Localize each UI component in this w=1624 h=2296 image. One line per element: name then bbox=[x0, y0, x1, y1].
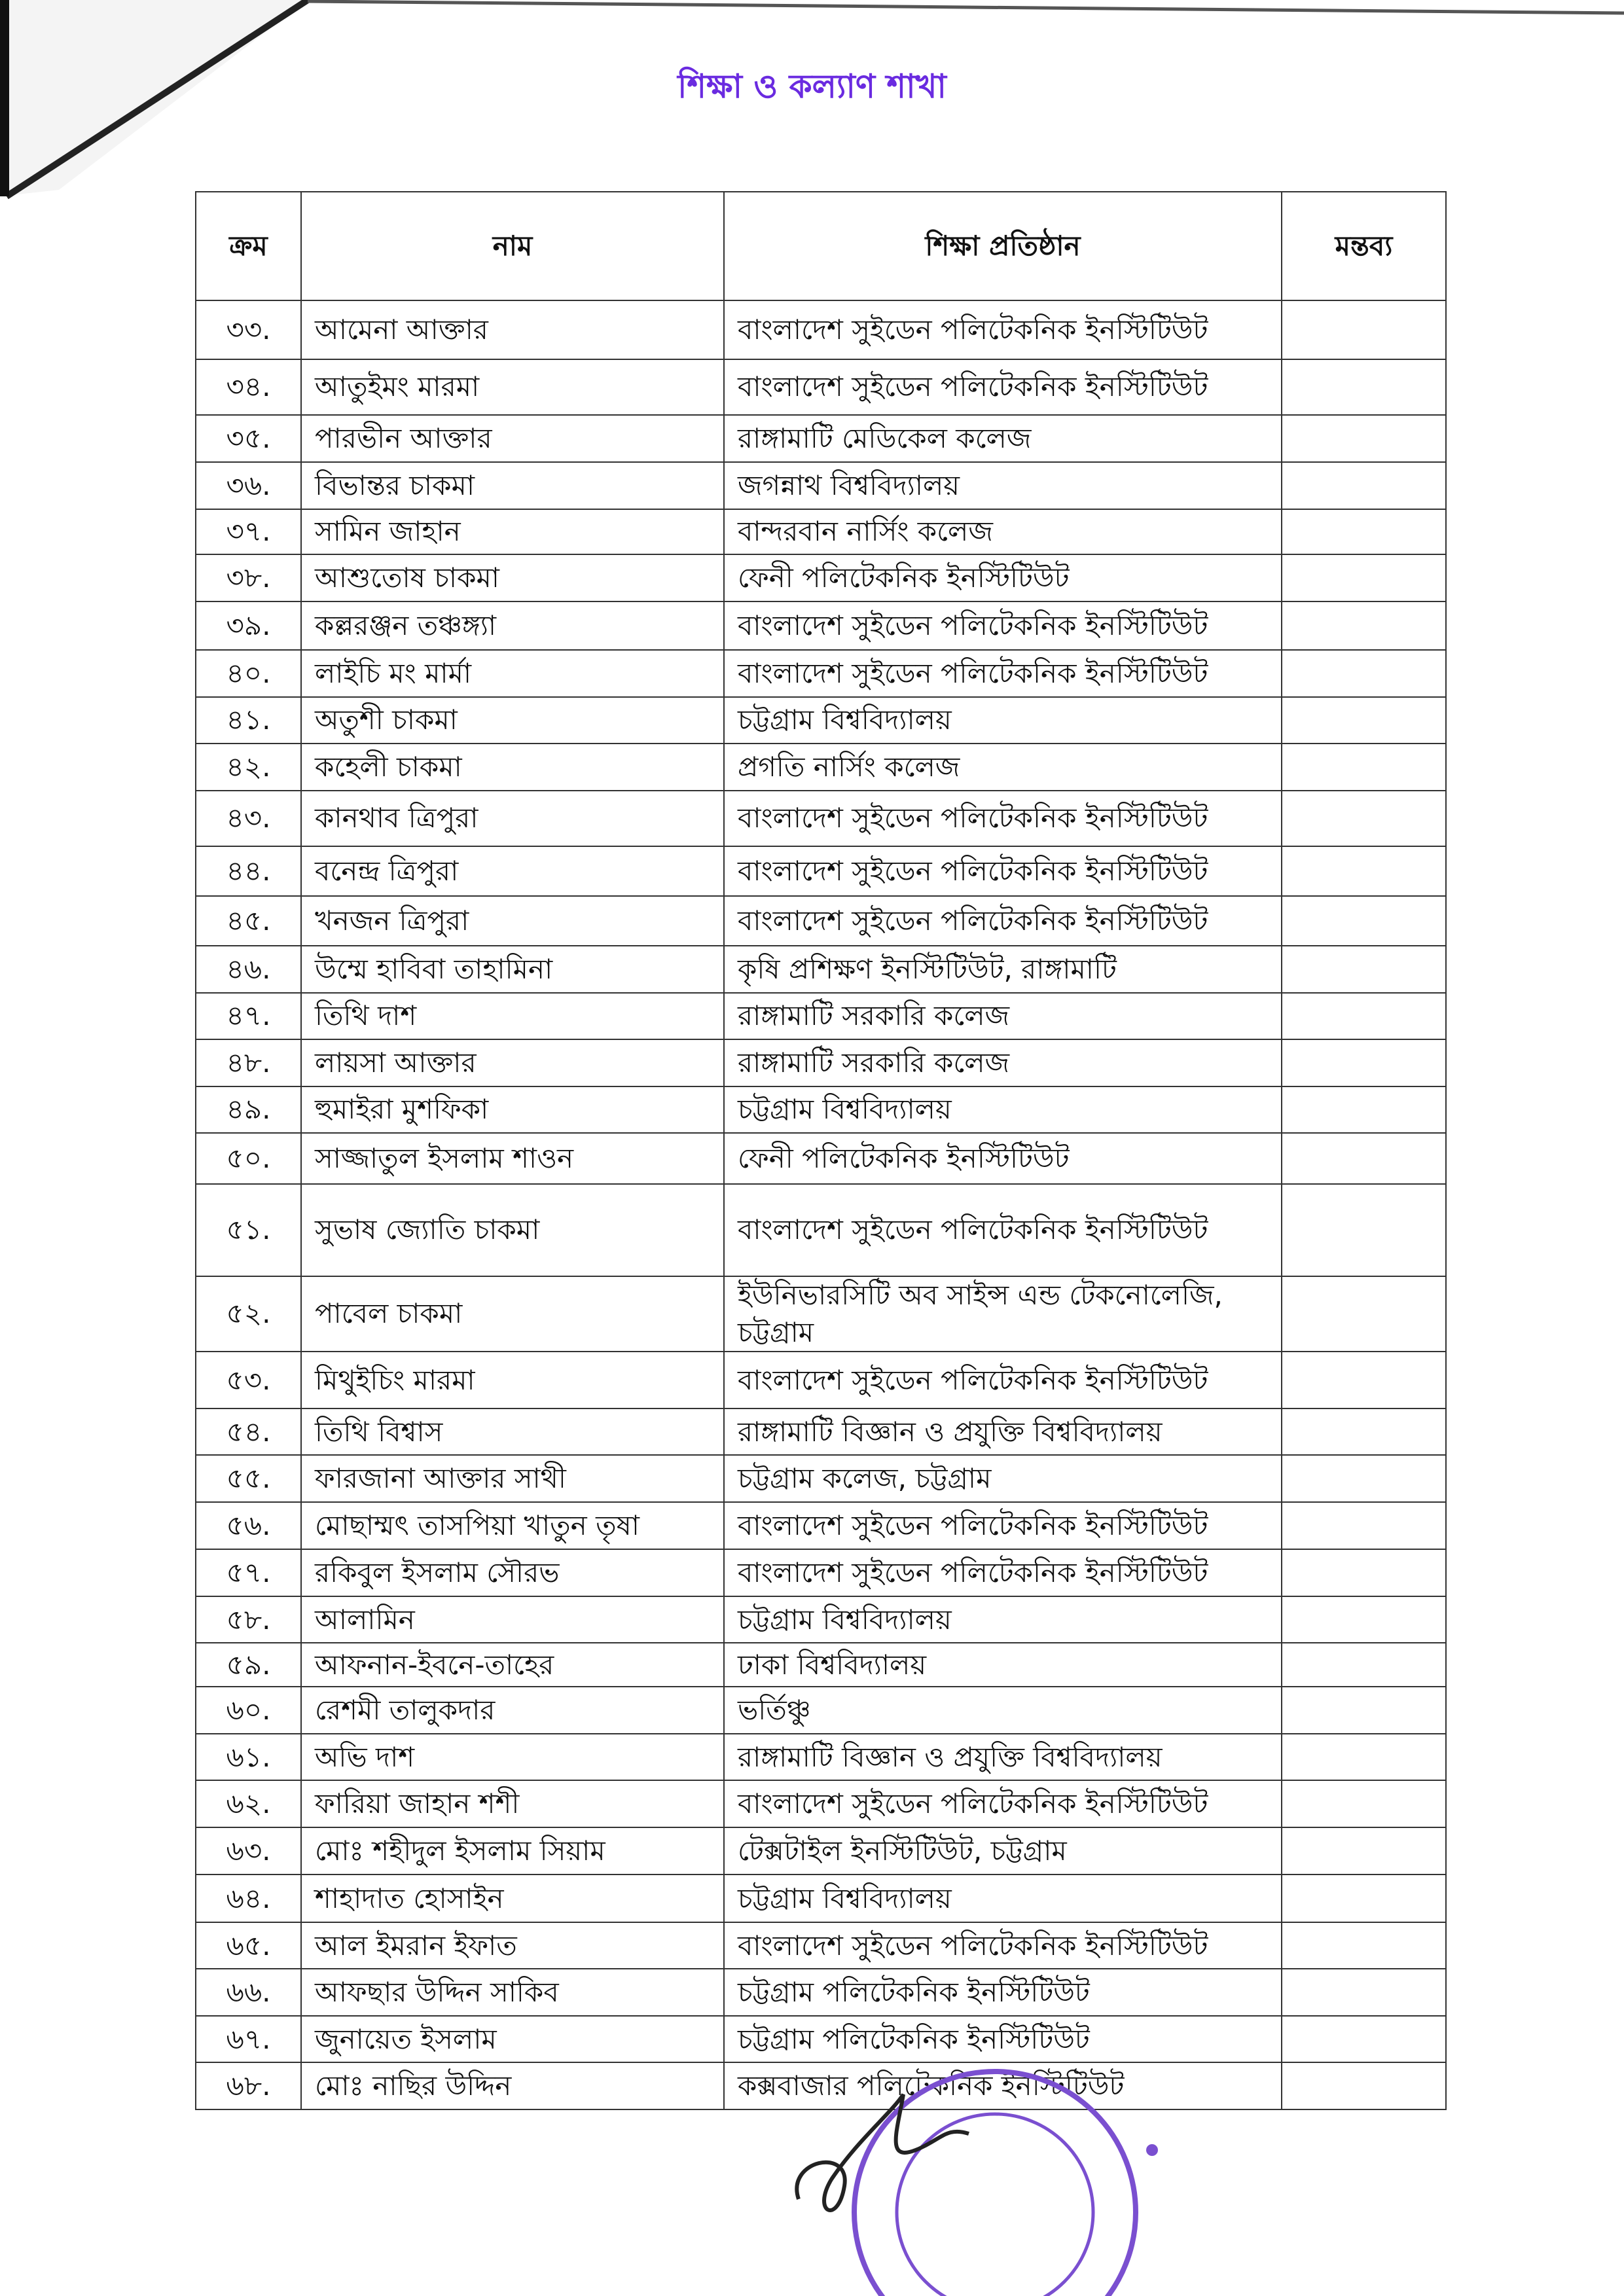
cell-institution: বাংলাদেশ সুইডেন পলিটেকনিক ইনস্টিটিউট bbox=[724, 1780, 1282, 1827]
table-row bbox=[196, 1734, 1446, 1780]
cell-remarks bbox=[1282, 1352, 1446, 1408]
cell-serial: ৪৫. bbox=[196, 896, 301, 946]
table-row bbox=[196, 1408, 1446, 1455]
cell-name: মিথুইচিং মারমা bbox=[301, 1352, 724, 1408]
cell-name: খনজন ত্রিপুরা bbox=[301, 896, 724, 946]
table-row bbox=[196, 1922, 1446, 1969]
cell-name: ফারজানা আক্তার সাথী bbox=[301, 1455, 724, 1502]
cell-remarks bbox=[1282, 1184, 1446, 1276]
cell-institution: বাংলাদেশ সুইডেন পলিটেকনিক ইনস্টিটিউট bbox=[724, 1502, 1282, 1549]
table-row bbox=[196, 1352, 1446, 1408]
cell-institution: চট্টগ্রাম পলিটেকনিক ইনস্টিটিউট bbox=[724, 1969, 1282, 2016]
cell-institution: ফেনী পলিটেকনিক ইনস্টিটিউট bbox=[724, 1133, 1282, 1184]
cell-remarks bbox=[1282, 1734, 1446, 1780]
cell-name: আলামিন bbox=[301, 1596, 724, 1643]
cell-name: মোছাম্মৎ তাসপিয়া খাতুন তৃষা bbox=[301, 1502, 724, 1549]
cell-serial: ৬৬. bbox=[196, 1969, 301, 2016]
cell-institution: রাঙ্গামাটি বিজ্ঞান ও প্রযুক্তি বিশ্ববিদ্যালয় bbox=[724, 1408, 1282, 1455]
cell-institution: ইউনিভারসিটি অব সাইন্স এন্ড টেকনোলেজি, চট্টগ্রাম bbox=[724, 1276, 1282, 1352]
cell-remarks bbox=[1282, 509, 1446, 554]
cell-institution: চট্টগ্রাম বিশ্ববিদ্যালয় bbox=[724, 1086, 1282, 1133]
cell-name: হুমাইরা মুশফিকা bbox=[301, 1086, 724, 1133]
cell-institution: প্রগতি নার্সিং কলেজ bbox=[724, 744, 1282, 791]
cell-name: লাইচি মং মার্মা bbox=[301, 650, 724, 697]
cell-serial: ৪৩. bbox=[196, 791, 301, 846]
cell-name: উম্মে হাবিবা তাহামিনা bbox=[301, 946, 724, 993]
cell-serial: ৫৯. bbox=[196, 1643, 301, 1687]
cell-remarks bbox=[1282, 993, 1446, 1039]
cell-institution: বাংলাদেশ সুইডেন পলিটেকনিক ইনস্টিটিউট bbox=[724, 896, 1282, 946]
cell-remarks bbox=[1282, 462, 1446, 509]
table-row bbox=[196, 791, 1446, 846]
cell-institution: চট্টগ্রাম বিশ্ববিদ্যালয় bbox=[724, 1874, 1282, 1922]
cell-institution: বাংলাদেশ সুইডেন পলিটেকনিক ইনস্টিটিউট bbox=[724, 650, 1282, 697]
cell-institution: বান্দরবান নার্সিং কলেজ bbox=[724, 509, 1282, 554]
cell-serial: ৫২. bbox=[196, 1276, 301, 1352]
cell-institution: চট্টগ্রাম কলেজ, চট্টগ্রাম bbox=[724, 1455, 1282, 1502]
header-name: নাম bbox=[301, 192, 724, 300]
cell-institution: ঢাকা বিশ্ববিদ্যালয় bbox=[724, 1643, 1282, 1687]
cell-name: রকিবুল ইসলাম সৌরভ bbox=[301, 1549, 724, 1596]
table-row bbox=[196, 1276, 1446, 1352]
cell-remarks bbox=[1282, 1687, 1446, 1734]
cell-remarks bbox=[1282, 1922, 1446, 1969]
cell-remarks bbox=[1282, 359, 1446, 415]
cell-remarks bbox=[1282, 601, 1446, 650]
table-row bbox=[196, 1687, 1446, 1734]
table-row bbox=[196, 1969, 1446, 2016]
cell-remarks bbox=[1282, 791, 1446, 846]
cell-serial: ৪১. bbox=[196, 697, 301, 744]
cell-name: অভি দাশ bbox=[301, 1734, 724, 1780]
cell-serial: ৩৭. bbox=[196, 509, 301, 554]
cell-serial: ৫১. bbox=[196, 1184, 301, 1276]
cell-name: মোঃ নাছির উদ্দিন bbox=[301, 2062, 724, 2109]
cell-remarks bbox=[1282, 1408, 1446, 1455]
cell-name: আফছার উদ্দিন সাকিব bbox=[301, 1969, 724, 2016]
cell-name: সাজ্জাতুল ইসলাম শাওন bbox=[301, 1133, 724, 1184]
table-row bbox=[196, 359, 1446, 415]
cell-institution: ফেনী পলিটেকনিক ইনস্টিটিউট bbox=[724, 554, 1282, 601]
cell-serial: ৩৬. bbox=[196, 462, 301, 509]
cell-institution: চট্টগ্রাম বিশ্ববিদ্যালয় bbox=[724, 1596, 1282, 1643]
page-title: শিক্ষা ও কল্যাণ শাখা bbox=[677, 67, 947, 105]
table-row bbox=[196, 744, 1446, 791]
cell-name: আমেনা আক্তার bbox=[301, 300, 724, 359]
cell-serial: ৪৭. bbox=[196, 993, 301, 1039]
cell-name: আফনান-ইবনে-তাহের bbox=[301, 1643, 724, 1687]
cell-remarks bbox=[1282, 415, 1446, 462]
cell-serial: ৫৫. bbox=[196, 1455, 301, 1502]
cell-institution: বাংলাদেশ সুইডেন পলিটেকনিক ইনস্টিটিউট bbox=[724, 791, 1282, 846]
cell-name: সুভাষ জ্যোতি চাকমা bbox=[301, 1184, 724, 1276]
cell-serial: ৪৬. bbox=[196, 946, 301, 993]
cell-name: রেশমী তালুকদার bbox=[301, 1687, 724, 1734]
student-table bbox=[195, 191, 1447, 2110]
cell-serial: ৬৩. bbox=[196, 1827, 301, 1874]
cell-serial: ৪২. bbox=[196, 744, 301, 791]
cell-name: সামিন জাহান bbox=[301, 509, 724, 554]
cell-institution: বাংলাদেশ সুইডেন পলিটেকনিক ইনস্টিটিউট bbox=[724, 1184, 1282, 1276]
cell-remarks bbox=[1282, 1455, 1446, 1502]
cell-name: জুনায়েত ইসলাম bbox=[301, 2016, 724, 2062]
cell-remarks bbox=[1282, 1086, 1446, 1133]
cell-remarks bbox=[1282, 946, 1446, 993]
cell-institution: চট্টগ্রাম পলিটেকনিক ইনস্টিটিউট bbox=[724, 2016, 1282, 2062]
cell-serial: ৩৪. bbox=[196, 359, 301, 415]
table-row bbox=[196, 554, 1446, 601]
cell-remarks bbox=[1282, 1827, 1446, 1874]
cell-name: পাবেল চাকমা bbox=[301, 1276, 724, 1352]
cell-institution: বাংলাদেশ সুইডেন পলিটেকনিক ইনস্টিটিউট bbox=[724, 1549, 1282, 1596]
cell-serial: ৬৫. bbox=[196, 1922, 301, 1969]
cell-institution: বাংলাদেশ সুইডেন পলিটেকনিক ইনস্টিটিউট bbox=[724, 359, 1282, 415]
cell-remarks bbox=[1282, 1549, 1446, 1596]
cell-serial: ৬০. bbox=[196, 1687, 301, 1734]
cell-remarks bbox=[1282, 846, 1446, 896]
cell-serial: ৫০. bbox=[196, 1133, 301, 1184]
cell-remarks bbox=[1282, 1780, 1446, 1827]
table-row bbox=[196, 1502, 1446, 1549]
cell-name: ফারিয়া জাহান শশী bbox=[301, 1780, 724, 1827]
table-row bbox=[196, 509, 1446, 554]
table-row bbox=[196, 1780, 1446, 1827]
cell-remarks bbox=[1282, 2062, 1446, 2109]
cell-serial: ৬৭. bbox=[196, 2016, 301, 2062]
cell-name: আশুতোষ চাকমা bbox=[301, 554, 724, 601]
cell-institution: রাঙ্গামাটি সরকারি কলেজ bbox=[724, 993, 1282, 1039]
cell-serial: ৩৯. bbox=[196, 601, 301, 650]
cell-serial: ৫৭. bbox=[196, 1549, 301, 1596]
cell-name: আতুইমং মারমা bbox=[301, 359, 724, 415]
cell-remarks bbox=[1282, 1502, 1446, 1549]
cell-remarks bbox=[1282, 1276, 1446, 1352]
cell-remarks bbox=[1282, 744, 1446, 791]
cell-serial: ৩৩. bbox=[196, 300, 301, 359]
cell-institution: বাংলাদেশ সুইডেন পলিটেকনিক ইনস্টিটিউট bbox=[724, 1922, 1282, 1969]
cell-name: বনেন্দ্র ত্রিপুরা bbox=[301, 846, 724, 896]
table-row bbox=[196, 993, 1446, 1039]
cell-institution: বাংলাদেশ সুইডেন পলিটেকনিক ইনস্টিটিউট bbox=[724, 846, 1282, 896]
table-row bbox=[196, 846, 1446, 896]
cell-serial: ৪০. bbox=[196, 650, 301, 697]
cell-serial: ৪৯. bbox=[196, 1086, 301, 1133]
cell-remarks bbox=[1282, 650, 1446, 697]
cell-remarks bbox=[1282, 1133, 1446, 1184]
table-row bbox=[196, 1827, 1446, 1874]
cell-serial: ৪৮. bbox=[196, 1039, 301, 1086]
table-row bbox=[196, 650, 1446, 697]
table-row bbox=[196, 1086, 1446, 1133]
cell-name: পারভীন আক্তার bbox=[301, 415, 724, 462]
table-row bbox=[196, 697, 1446, 744]
cell-institution: চট্টগ্রাম বিশ্ববিদ্যালয় bbox=[724, 697, 1282, 744]
cell-name: বিভান্তর চাকমা bbox=[301, 462, 724, 509]
table-row bbox=[196, 601, 1446, 650]
table-row bbox=[196, 462, 1446, 509]
table-row bbox=[196, 946, 1446, 993]
cell-name: তিথি বিশ্বাস bbox=[301, 1408, 724, 1455]
cell-name: কানথাব ত্রিপুরা bbox=[301, 791, 724, 846]
cell-serial: ৬৮. bbox=[196, 2062, 301, 2109]
cell-name: অতুশী চাকমা bbox=[301, 697, 724, 744]
cell-name: কহেলী চাকমা bbox=[301, 744, 724, 791]
cell-remarks bbox=[1282, 1969, 1446, 2016]
cell-name: কল্লরঞ্জন তঞ্চঙ্গ্যা bbox=[301, 601, 724, 650]
cell-serial: ৬২. bbox=[196, 1780, 301, 1827]
cell-institution: টেক্সটাইল ইনস্টিটিউট, চট্টগ্রাম bbox=[724, 1827, 1282, 1874]
cell-institution: রাঙ্গামাটি বিজ্ঞান ও প্রযুক্তি বিশ্ববিদ্যালয় bbox=[724, 1734, 1282, 1780]
table-row bbox=[196, 896, 1446, 946]
cell-institution: কৃষি প্রশিক্ষণ ইনস্টিটিউট, রাঙ্গামাটি bbox=[724, 946, 1282, 993]
cell-serial: ৬৪. bbox=[196, 1874, 301, 1922]
header-institution: শিক্ষা প্রতিষ্ঠান bbox=[724, 192, 1282, 300]
cell-name: মোঃ শহীদুল ইসলাম সিয়াম bbox=[301, 1827, 724, 1874]
table-row bbox=[196, 1039, 1446, 1086]
cell-remarks bbox=[1282, 2016, 1446, 2062]
cell-remarks bbox=[1282, 1039, 1446, 1086]
cell-serial: ৪৪. bbox=[196, 846, 301, 896]
cell-name: আল ইমরান ইফাত bbox=[301, 1922, 724, 1969]
cell-remarks bbox=[1282, 1643, 1446, 1687]
cell-remarks bbox=[1282, 1874, 1446, 1922]
table-row bbox=[196, 1549, 1446, 1596]
cell-serial: ৬১. bbox=[196, 1734, 301, 1780]
cell-institution: কক্সবাজার পলিটেকনিক ইনস্টিটিউট bbox=[724, 2062, 1282, 2109]
header-remarks: মন্তব্য bbox=[1282, 192, 1446, 300]
office-stamp-and-signature bbox=[772, 2016, 1231, 2296]
cell-institution: রাঙ্গামাটি সরকারি কলেজ bbox=[724, 1039, 1282, 1086]
cell-institution: বাংলাদেশ সুইডেন পলিটেকনিক ইনস্টিটিউট bbox=[724, 1352, 1282, 1408]
table-header-row bbox=[196, 192, 1446, 300]
cell-remarks bbox=[1282, 697, 1446, 744]
cell-remarks bbox=[1282, 300, 1446, 359]
cell-institution: রাঙ্গামাটি মেডিকেল কলেজ bbox=[724, 415, 1282, 462]
cell-serial: ৫৮. bbox=[196, 1596, 301, 1643]
cell-name: লায়সা আক্তার bbox=[301, 1039, 724, 1086]
table-row bbox=[196, 1133, 1446, 1184]
cell-serial: ৫৪. bbox=[196, 1408, 301, 1455]
cell-remarks bbox=[1282, 554, 1446, 601]
cell-remarks bbox=[1282, 1596, 1446, 1643]
cell-institution: জগন্নাথ বিশ্ববিদ্যালয় bbox=[724, 462, 1282, 509]
cell-serial: ৫৩. bbox=[196, 1352, 301, 1408]
cell-institution: ভর্তিঞ্চু bbox=[724, 1687, 1282, 1734]
cell-serial: ৫৬. bbox=[196, 1502, 301, 1549]
table-row bbox=[196, 415, 1446, 462]
cell-remarks bbox=[1282, 896, 1446, 946]
table-row bbox=[196, 1643, 1446, 1687]
cell-institution: বাংলাদেশ সুইডেন পলিটেকনিক ইনস্টিটিউট bbox=[724, 300, 1282, 359]
cell-name: তিথি দাশ bbox=[301, 993, 724, 1039]
table-row bbox=[196, 1455, 1446, 1502]
header-serial: ক্রম bbox=[196, 192, 301, 300]
cell-institution: বাংলাদেশ সুইডেন পলিটেকনিক ইনস্টিটিউট bbox=[724, 601, 1282, 650]
table-row bbox=[196, 1596, 1446, 1643]
cell-name: শাহাদাত হোসাইন bbox=[301, 1874, 724, 1922]
cell-serial: ৩৫. bbox=[196, 415, 301, 462]
cell-serial: ৩৮. bbox=[196, 554, 301, 601]
table-row bbox=[196, 1874, 1446, 1922]
table-row bbox=[196, 300, 1446, 359]
table-row bbox=[196, 1184, 1446, 1276]
